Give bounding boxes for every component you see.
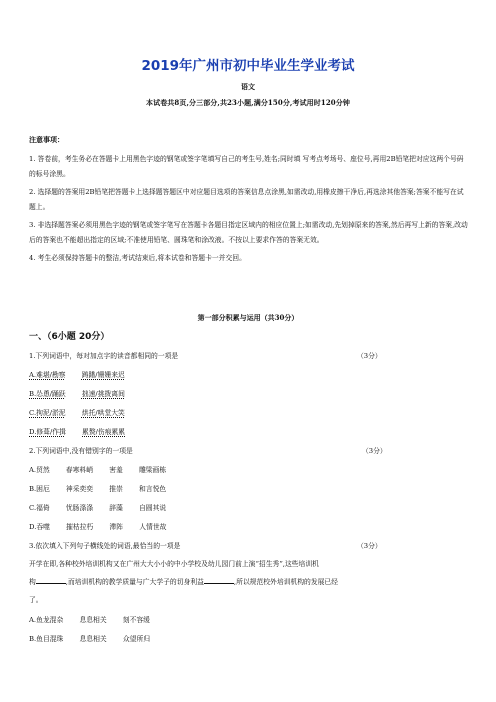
part-heading: 一、（6小题 20分）: [29, 332, 110, 342]
q2-b-w1: B.困厄: [29, 485, 50, 493]
q2-d-w2: 摧枯拉朽: [66, 523, 94, 531]
q1-score: （3分）: [357, 352, 382, 360]
q2-c-w2: 忧肠涤涤: [65, 504, 94, 512]
q3-a-w3: 刻不容缓: [122, 616, 150, 624]
q2-b-w2: 神采奕奕: [65, 485, 94, 493]
q1-option-a-words1: A.难堪/勘察: [29, 371, 66, 379]
q1-option-a-words2: 踌躇/姗姗来迟: [81, 371, 125, 379]
notice-item-3: 3. 非选择题答案必须用黑色字迹的钢笔或签字笔写在答题卡各题目指定区域内的相应位置上;如需改动,先划掉原来的答案,然后再写上新的答案,改动后的答案也不能超出指定的区域;不准使用铅笔、圆珠笔和涂改液。不按以上要求作答的答案无效。: [29, 221, 468, 244]
q3-option-b: [29, 633, 150, 643]
q1-option-c: [29, 407, 125, 417]
notice-item-4: 4. 考生必须保持答题卡的整洁,考试结束后,将本试卷和答题卡一并交回。: [29, 254, 246, 262]
q3-passage-line1: 开学在即,各种校外培训机构又在广州大大小小的中小学校及幼儿园门前上演“招生秀”,这些培训机: [29, 560, 319, 568]
q2-c-w3: 辞藻: [109, 504, 123, 512]
q3-blank-2: [204, 577, 234, 584]
q2-c-w1: C.福倚: [29, 504, 50, 512]
q3-stem: 3.依次填入下列句子横线处的词语,最恰当的一项是: [29, 542, 181, 550]
q2-a-w1: A.贸然: [29, 466, 50, 474]
q2-a-w3: 害羞: [109, 466, 123, 474]
q1-option-b-words1: B.怂恿/踊跃: [29, 390, 66, 398]
exam-info: 本试卷共8页,分三部分,共23小题,满分150分,考试用时120分钟: [146, 98, 350, 107]
q2-option-b: [29, 483, 166, 493]
subject-label: 语文: [241, 82, 255, 91]
notice-item-2: 2. 选择题的答案用2B铅笔把答题卡上选择题答题区中对应题目选项的答案信息点涂黑,如需改动,用橡皮擦干净后,再选涂其他答案;答案不能写在试题上。: [29, 188, 464, 211]
q2-score: （3分）: [362, 447, 387, 455]
section-heading: 第一部分积累与运用（共30分）: [197, 313, 299, 322]
q3-option-a: [29, 614, 150, 624]
q1-option-b: [29, 388, 125, 398]
q3-passage-line3: 了。: [29, 596, 43, 604]
q2-d-w1: D.吞噬: [29, 523, 50, 531]
q2-c-w4: 自圆其说: [139, 504, 167, 512]
q2-stem: 2.下列词语中,没有错别字的一项是: [29, 447, 133, 455]
exam-title: 2019年广州市初中毕业生学业考试: [141, 58, 355, 74]
q2-d-w3: 滞阵: [109, 523, 124, 531]
q1-option-b-words2: 拙速/挑拨离间: [81, 390, 125, 398]
q1-option-d-words1: D.修葺/作揖: [29, 428, 66, 436]
q1-option-d: [29, 426, 125, 436]
q1-option-c-words2: 烘托/哄堂大笑: [81, 409, 125, 417]
q3-text-c: ,所以规范校外培训机构的发展已经: [233, 578, 339, 586]
q2-d-w4: 人情世故: [139, 523, 167, 531]
q3-b-w3: 众望所归: [122, 635, 151, 643]
q3-a-w2: 息息相关: [79, 616, 107, 624]
q1-option-a: [29, 369, 125, 379]
q2-option-a: [29, 464, 166, 474]
q1-option-d-words2: 累赘/伤痕累累: [82, 428, 126, 436]
q3-score: （3分）: [357, 542, 382, 550]
q3-passage-line2: [29, 576, 338, 586]
q2-b-w4: 和言悦色: [139, 485, 167, 493]
q3-blank-1: [36, 577, 66, 584]
q2-a-w2: 春寒料峭: [65, 466, 94, 474]
notice-list: [29, 152, 469, 266]
notice-title: 注意事项：: [29, 135, 64, 144]
q3-text-a: 构: [29, 578, 36, 586]
q3-a-w1: A.鱼龙混杂: [29, 616, 64, 624]
notice-item-1: 1. 答卷前，考生务必在答题卡上用黑色字迹的钢笔或签字笔填写自己的考生号,姓名;同时填 写考点考场号、座位号,再用2B铅笔把对应这两个号码的标号涂黑。: [29, 155, 464, 178]
q1-option-c-words1: C.拘泥/淤泥: [29, 409, 66, 417]
q2-option-c: [29, 502, 166, 512]
q3-b-w1: B.鱼目混珠: [29, 635, 64, 643]
q2-option-d: [29, 521, 166, 531]
q1-stem: 1.下列词语中，每对加点字的读音都相同的一项是: [29, 352, 179, 360]
q3-text-b: ,而培训机构的教学质量与广大学子的切身利益: [65, 578, 204, 586]
q2-a-w4: 雕梁画栋: [138, 466, 167, 474]
q3-b-w2: 息息相关: [79, 635, 107, 643]
q2-b-w3: 推崇: [109, 485, 123, 493]
